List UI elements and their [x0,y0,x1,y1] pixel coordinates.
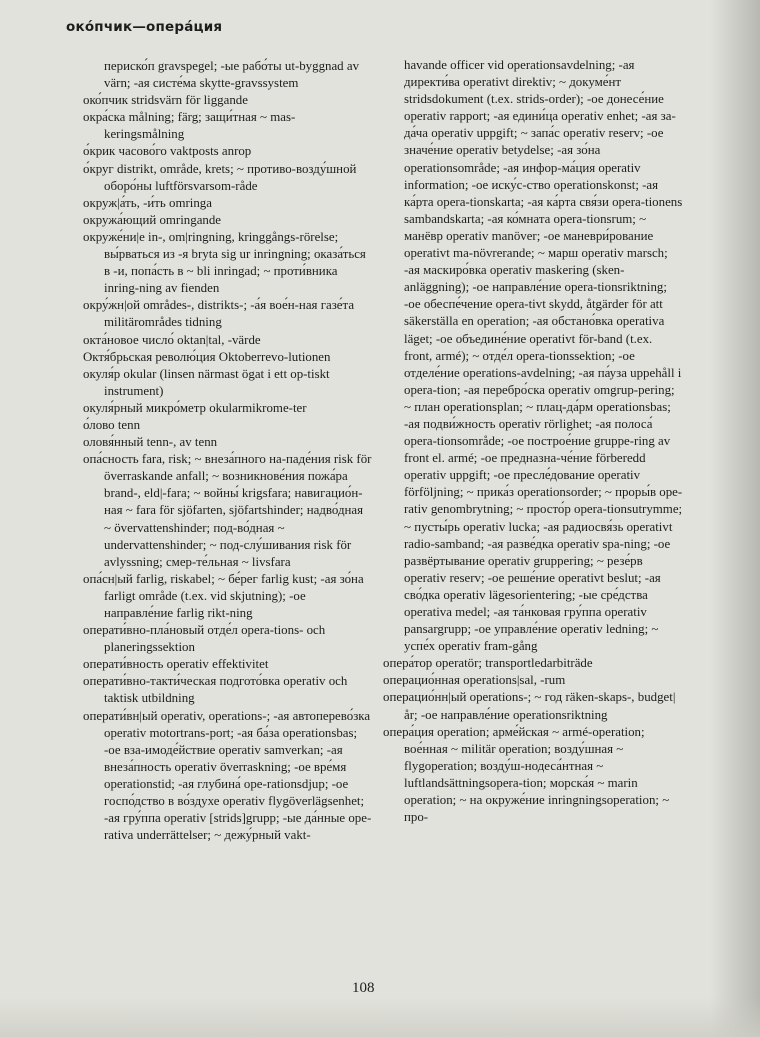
dictionary-entry: окуля́р okular (linsen närmast ögat i ett op-tiskt instrument) [83,366,330,398]
dictionary-entry: Октя́брьская револю́ция Oktoberrevo-lutionen [83,349,331,364]
dictionary-entry: о́лово tenn [83,417,141,432]
dictionary-entry: операцио́нн|ый operations-; ~ год räken-skaps-, budget|år; -ое направле́ние operationsriktning [383,690,676,722]
dictionary-entry: о́круг distrikt, område, krets; ~ противо-возду́шной оборо́ны luftförsvarsom-råde [83,161,357,193]
dictionary-entry: око́пчик stridsvärn för liggande [83,93,248,108]
dictionary-entry: периско́п gravspegel; -ые рабо́ты ut-byggnad av värn; -ая систе́ма skytte-gravssystem [104,59,360,91]
dictionary-entry: окра́ска målning; färg; защи́тная ~ mas-keringsmålning [83,110,296,142]
dictionary-entry: оловя́нный tenn-, av tenn [83,435,218,450]
dictionary-entry: операцио́нная operations|sal, -rum [383,673,566,688]
dictionary-entry: операти́вно-пла́новый отде́л opera-tions- och planeringssektion [83,623,326,655]
dictionary-entry: окуля́рный микро́метр okularmikrome-ter [83,400,307,415]
dictionary-entry: опера́тор operatör; transportledarbiträde [383,656,593,671]
dictionary-entry: окружа́ющий omringande [83,212,222,227]
dictionary-entry: окру́жн|ой områdes-, distrikts-; -а́я вое́н-ная газе́та militärområdes tidning [83,298,355,330]
right-column [383,57,683,826]
dictionary-entry: опа́сность fara, risk; ~ внеза́пного на-паде́ния risk för överraskande anfall; ~ возникнове́ния пожа́ра brand-, eld|-fara; ~ войны́ krigsfara; навигацио́н-ная ~ fara för sjöfarten, sjöfartshinder; надво́дная ~ övervattenshinder; под-во́дная ~ undervattenshinder; ~ под-слу́шивания risk för avlyssning; смер-те́льная ~ livsfara [83,452,372,569]
dictionary-entry: операти́вн|ый operativ, operations-; -ая автоперево́зка operativ motortrans-port; -ая ба́за operationsbas; -ое вза-имоде́йствие operativ samverkan; -ая внеза́пность operativ överraskning; -ое вре́мя operationstid; -ая глубина́ ope-rationsdjup; -ое госпо́дство в во́здухе operativ flygöverlägsenhet; -ая гру́ппа operativ [strids]grupp; -ые да́нные ope-rativa underrättelser; ~ дежу́рный vakt- [83,708,372,843]
dictionary-entry: окруже́ни|е in-, om|ringning, kringgångs-rörelse; вы́рваться из -я bryta sig ur inringning; оказа́ться в -и, попа́сть в ~ bli inringad; ~ проти́вника inring-ning av fienden [83,229,366,296]
dictionary-entry: о́крик часово́го vaktposts anrop [83,144,252,159]
dictionary-entry: опа́сн|ый farlig, riskabel; ~ бе́рег farlig kust; -ая зо́на farligt område (t.ex. vid skjutning); -ое направле́ние farlig rikt-ning [83,571,364,620]
left-column [83,58,373,844]
dictionary-entry: опера́ция operation; арме́йская ~ armé-operation; вое́нная ~ militär operation; возду́шная ~ flygoperation; возду́ш-нодеса́нтная ~ luftlandsättningsopera-tion; морска́я ~ marin operation; ~ на окруже́ние inringningsoperation; ~ про- [383,724,670,825]
page-number: 108 [352,980,375,996]
page-edge-shadow [710,0,760,1037]
dictionary-entry: havande officer vid operationsavdelning; -ая директи́ва operativt direktiv; ~ докуме́нт stridsdokument (t.ex. strids-order); -ое донесе́ние operativ rapport; -ая едини́ца operativ enhet; -ая за-да́ча operativ uppgift; ~ запа́с operativ reserv; -ое значе́ние operativ betydelse; -ая зо́на operationsområde; -ая инфор-ма́ция operativ information; -ое иску́с-ство operationskonst; -ая ка́рта opera-tionskarta; -ая ка́рта свя́зи opera-tionens sambandskarta; -ая ко́мната opera-tionsrum; ~ манёвр operativ manöver; -ое маневри́рование operativt ma-növrerande; ~ марш operativ marsch; -ая маскиро́вка operativ maskering (sken-anläggning); -ое направле́ние opera-tionsriktning; -ое обеспе́чение opera-tivt skydd, åtgärder för att säkerställa en operation; -ая обстано́вка operativa läget; -ое объедине́ние operativt för-band (t.ex. front, armé); ~ отде́л opera-tionssektion; -ое отделе́ние operations-avdelning; -ая па́уза uppehåll i opera-tion; -ая перебро́ска operativ omgrup-pering; ~ план operationsplan; ~ плац-да́рм operationsbas; -ая подви́жность operativ rörlighet; -ая полоса́ opera-tionsområde; -ое построе́ние gruppe-ring av front el. armé; -ое предназна-че́ние förberedd operativ uppgift; -ое пресле́дование operativ förföljning; ~ прика́з operationsorder; ~ проры́в ope-rativ genombrytning; ~ просто́р opera-tionsutrymme; ~ пусты́рь operativ lucka; -ая радиосвя́зь operativt radio-samband; -ая разве́дка operativ spa-ning; -ое развёртывание operativ gruppering; ~ резе́рв operativ reserv; -ое реше́ние operativt beslut; -ая сво́дка operativ lägesorientering; -ые сре́дства operativa medel; -ая та́нковая гру́ппа operativ pansargrupp; -ое управле́ние operativ ledning; ~ успе́х operativ fram-gång [404,58,683,654]
dictionary-entry: окруж|а́ть, -и́ть omringa [83,195,212,210]
dictionary-entry: окта́новое число́ oktan|tal, -värde [83,332,261,347]
running-head: око́пчик—опера́ция [66,19,223,35]
dictionary-entry: операти́вность operativ effektivitet [83,657,269,672]
dictionary-entry: операти́вно-такти́ческая подгото́вка operativ och taktisk utbildning [83,674,348,706]
page-bottom-shade [0,997,760,1037]
